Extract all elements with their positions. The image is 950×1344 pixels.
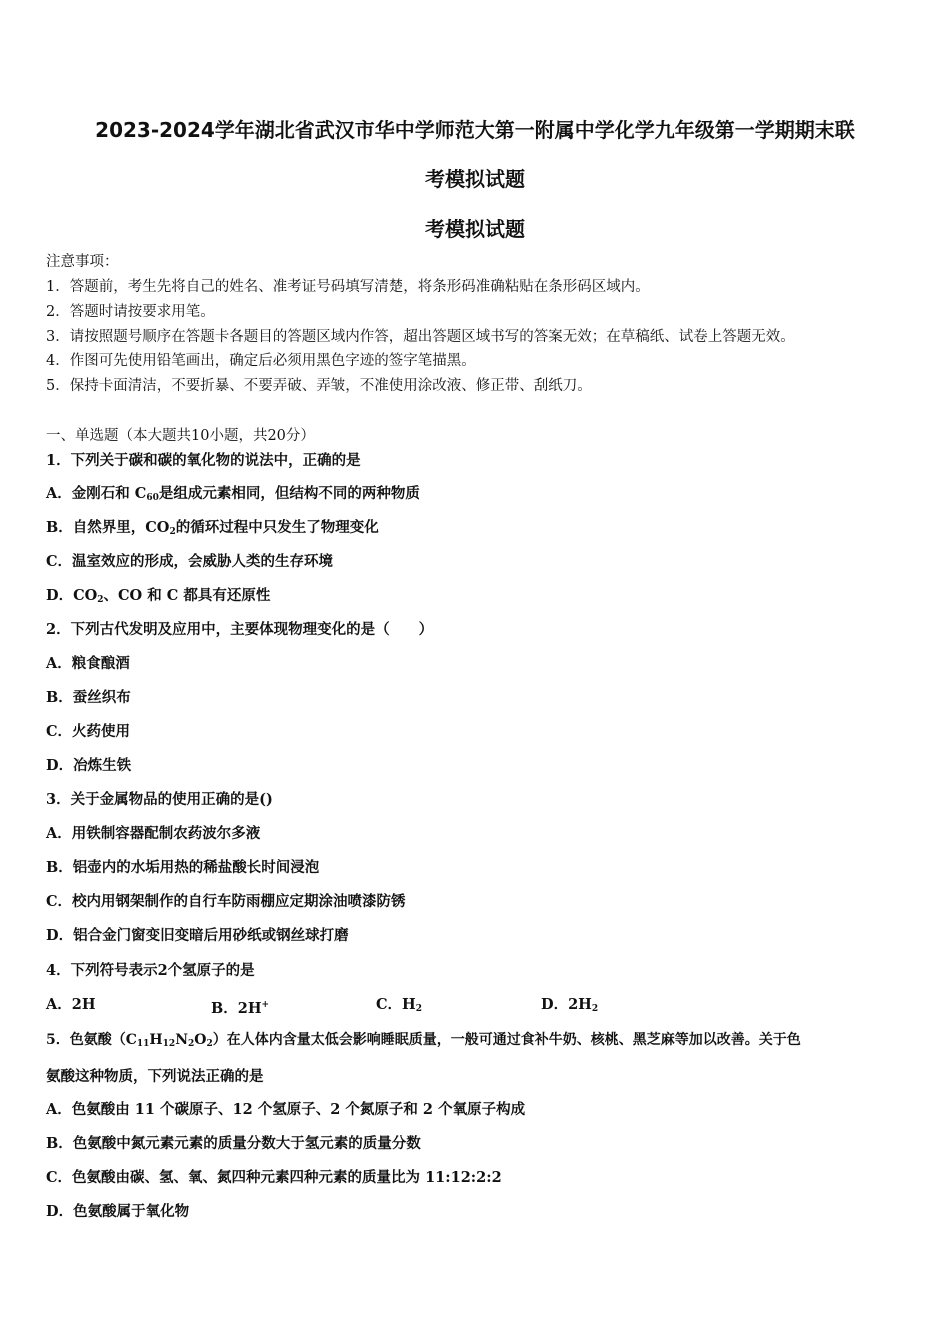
note-item: 1．答题前，考生先将自己的姓名、准考证号码填写清楚，将条形码准确粘贴在条形码区域内。	[46, 279, 650, 295]
title-line-3: 考模拟试题	[425, 217, 525, 241]
q4-option-c: C．$H_2$	[376, 996, 423, 1014]
note-item: 2．答题时请按要求用笔。	[46, 304, 215, 320]
q5-stem: 5．色氨酸$(C_{11}H_{12}N_2O_2)$在人体内含量太低会影响睡眠质量，一般可通过食补牛奶、核桃、黑芝麻等加以改善。关于色	[46, 1032, 801, 1049]
q2-option-a: A．粮食酿酒	[46, 655, 130, 672]
q4-option-a: A．2H	[46, 996, 96, 1013]
q1-option-b: B．自然界里，$CO_2$的循环过程中只发生了物理变化	[46, 519, 379, 537]
q3-option-b: B．铝壶内的水垢用热的稀盐酸长时间浸泡	[46, 859, 320, 876]
q3-option-c: C．校内用钢架制作的自行车防雨棚应定期涂油喷漆防锈	[46, 893, 406, 910]
q1-option-d: D．$CO_2$、CO 和 C 都具有还原性	[46, 587, 271, 605]
q5-option-a: A．色氨酸由 11 个碳原子、12 个氢原子、2 个氮原子和 2 个氧原子构成	[46, 1101, 526, 1118]
q4-option-d: D．$2H_2$	[541, 996, 599, 1014]
q3-option-a: A．用铁制容器配制农药波尔多液	[46, 825, 261, 842]
notes-heading: 注意事项：	[46, 254, 119, 270]
q5-option-b: B．色氨酸中氮元素元素的质量分数大于氢元素的质量分数	[46, 1135, 421, 1152]
q1-option-c: C．温室效应的形成，会威胁人类的生存环境	[46, 553, 334, 570]
q3-stem: 3．关于金属物品的使用正确的是()	[46, 791, 273, 808]
section-heading: 一、单选题（本大题共10小题，共20分）	[46, 428, 315, 444]
title-line-2: 考模拟试题	[425, 167, 525, 191]
note-item: 5．保持卡面清洁，不要折暴、不要弄破、弄皱，不准使用涂改液、修正带、刮纸刀。	[46, 378, 592, 394]
q4-option-b: B．2H+	[211, 1000, 270, 1017]
q1-stem: 1．下列关于碳和碳的氧化物的说法中，正确的是	[46, 452, 361, 469]
q1-option-a: A．金刚石和 $C_{60}$是组成元素相同，但结构不同的两种物质	[46, 485, 420, 503]
q5-option-d: D．色氨酸属于氧化物	[46, 1203, 190, 1220]
note-item: 3．请按照题号顺序在答题卡各题目的答题区域内作答，超出答题区域书写的答案无效；在草稿纸、试卷上答题无效。	[46, 329, 795, 345]
title-line-1: 2023-2024学年湖北省武汉市华中学师范大第一附属中学化学九年级第一学期期末联	[95, 118, 855, 142]
q5-stem-line2: 氨酸这种物质，下列说法正确的是	[46, 1068, 264, 1085]
q2-stem: 2．下列古代发明及应用中，主要体现物理变化的是（ ）	[46, 621, 434, 638]
q3-option-d: D．铝合金门窗变旧变暗后用砂纸或钢丝球打磨	[46, 927, 349, 944]
q2-option-d: D．冶炼生铁	[46, 757, 132, 774]
q2-option-b: B．蚕丝织布	[46, 689, 131, 706]
q4-stem: 4．下列符号表示2个氢原子的是	[46, 962, 255, 979]
q2-option-c: C．火药使用	[46, 723, 131, 740]
q5-option-c: C．色氨酸由碳、氢、氧、氮四种元素四种元素的质量比为 11:12:2:2	[46, 1169, 502, 1186]
note-item: 4．作图可先使用铅笔画出，确定后必须用黑色字迹的签字笔描黑。	[46, 353, 476, 369]
